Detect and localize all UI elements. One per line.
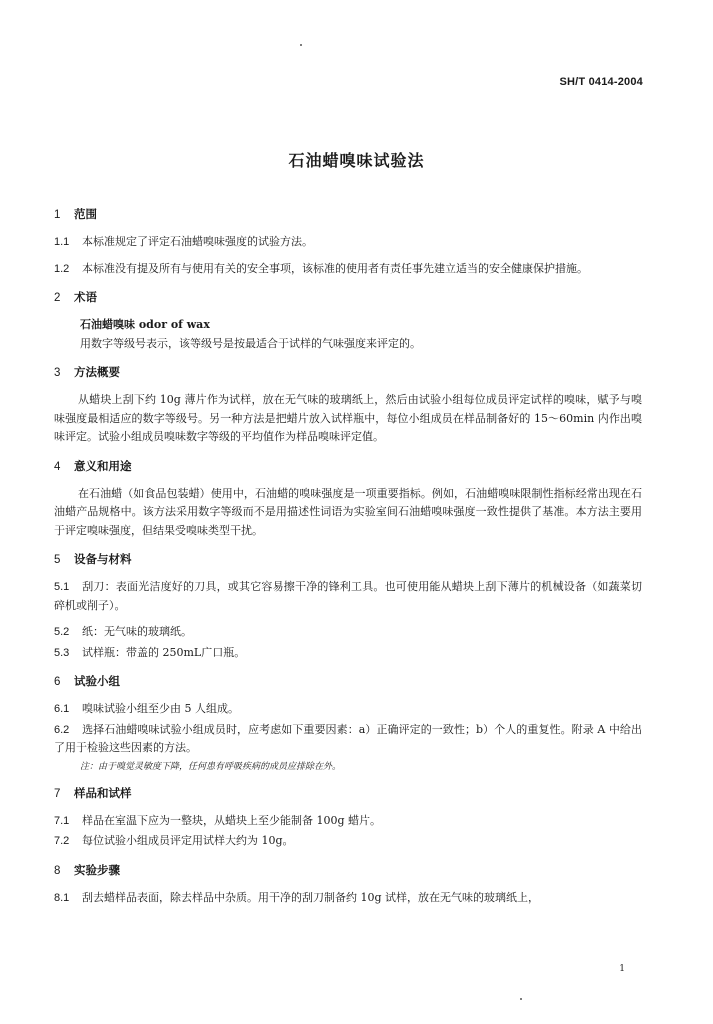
section-heading-scope [54,205,642,224]
clause-7-1 [54,812,642,831]
section-title: 样品和试样 [74,785,132,800]
clause-text: 选择石油蜡嗅味试验小组成员时，应考虑如下重要因素：a）正确评定的一致性；b）个人的重复性。附录 A 中给出了用于检验这些因素的方法。 [54,722,642,754]
section-number: 8 [54,864,61,877]
clause-text: 本标准规定了评定石油蜡嗅味强度的试验方法。 [82,235,313,248]
section-title: 意义和用途 [74,458,132,473]
section-number: 6 [54,676,61,688]
section-number: 1 [54,209,61,221]
clause-number: 6.1 [54,703,70,715]
term-definition: 用数字等级号表示，该等级号是按最适合于试样的气味强度来评定的。 [80,336,421,350]
clause-number: 5.1 [54,581,70,593]
clause-6-1 [54,700,642,719]
page-number: 1 [619,964,625,974]
clause-text: 刮刀：表面光洁度好的刀具，或其它容易擦干净的锋利工具。也可使用能从蜡块上刮下薄片的机械设备（如蔬菜切碎机或削子）。 [54,580,642,612]
section-number: 4 [54,460,61,473]
section-number: 2 [54,292,61,304]
clause-7-2 [54,832,642,851]
clause-number: 8.1 [54,891,70,904]
section-heading-significance [54,457,642,476]
term-entry [54,316,642,353]
section-heading-apparatus [54,550,642,569]
scan-speck [300,44,302,46]
section-title: 试验小组 [74,674,120,688]
clause-8-1 [54,889,642,908]
clause-number: 5.2 [54,626,70,638]
section-title: 设备与材料 [74,552,132,566]
clause-text: 每位试验小组成员评定用试样大约为 10g。 [82,834,294,847]
scan-speck [520,998,522,1000]
section-heading-terms [54,288,642,307]
standard-code: SH/T 0414-2004 [559,76,643,88]
clause-number: 5.3 [54,646,70,659]
page-title: 石油蜡嗅味试验法 [288,151,425,170]
clause-text: 刮去蜡样品表面，除去样品中杂质。用干净的刮刀制备约 10g 试样，放在无气味的玻璃纸上， [82,890,540,904]
clause-number: 1.1 [54,236,70,248]
clause-5-1 [54,578,642,615]
document-body [54,205,642,915]
section-paragraph: 从蜡块上刮下约 10g 薄片作为试样，放在无气味的玻璃纸上，然后由试验小组每位成员评定试样的嗅味，赋予与嗅味强度最相适应的数字等级号。另一种方法是把蜡片放入试样瓶中，每位小组成员在样品制备好的 15～60min 内作出嗅味评定。试验小组成员嗅味数字等级的平均值作为样品嗅味评定值。 [54,393,642,443]
section-title: 实验步骤 [74,862,120,877]
clause-5-3 [54,644,642,663]
clause-number: 7.2 [54,835,70,847]
clause-number: 6.2 [54,723,70,736]
section-number: 7 [54,787,61,800]
term-name: 石油蜡嗅味 odor of wax [80,318,210,331]
section-heading-samples [54,784,642,803]
clause-text: 纸：无气味的玻璃纸。 [82,625,192,638]
section-paragraph: 在石油蜡（如食品包装蜡）使用中，石油蜡的嗅味强度是一项重要指标。例如，石油蜡嗅味限制性指标经常出现在石油蜡产品规格中。该方法采用数字等级而不是用描述性词语为实验室间石油蜡嗅味强度一致性提供了基准。本方法主要用于评定嗅味强度，但结果受嗅味类型干扰。 [54,486,642,537]
section-number: 5 [54,554,61,566]
clause-text: 样品在室温下应为一整块，从蜡块上至少能制备 100g 蜡片。 [82,813,382,827]
clause-text: 试样瓶：带盖的 250mL广口瓶。 [82,645,246,659]
clause-text: 嗅味试验小组至少由 5 人组成。 [82,702,239,715]
clause-text: 本标准没有提及所有与使用有关的安全事项，该标准的使用者有责任事先建立适当的安全健康保护措施。 [82,261,588,275]
clause-6-2 [54,721,642,758]
section-title: 范围 [74,207,97,221]
clause-number: 7.1 [54,814,70,827]
clause-5-2 [54,623,642,642]
clause-number: 1.2 [54,262,70,275]
section-title: 术语 [74,290,97,304]
note-text: 注：由于嗅觉灵敏度下降，任何患有呼吸疾病的成员应排除在外。 [80,761,342,772]
section-heading-panel [54,672,642,691]
section-number: 3 [54,367,61,379]
section-heading-summary [54,363,642,382]
section-title: 方法概要 [74,365,120,379]
clause-1-2 [54,260,642,279]
clause-1-1 [54,233,642,252]
section-heading-procedure [54,861,642,880]
